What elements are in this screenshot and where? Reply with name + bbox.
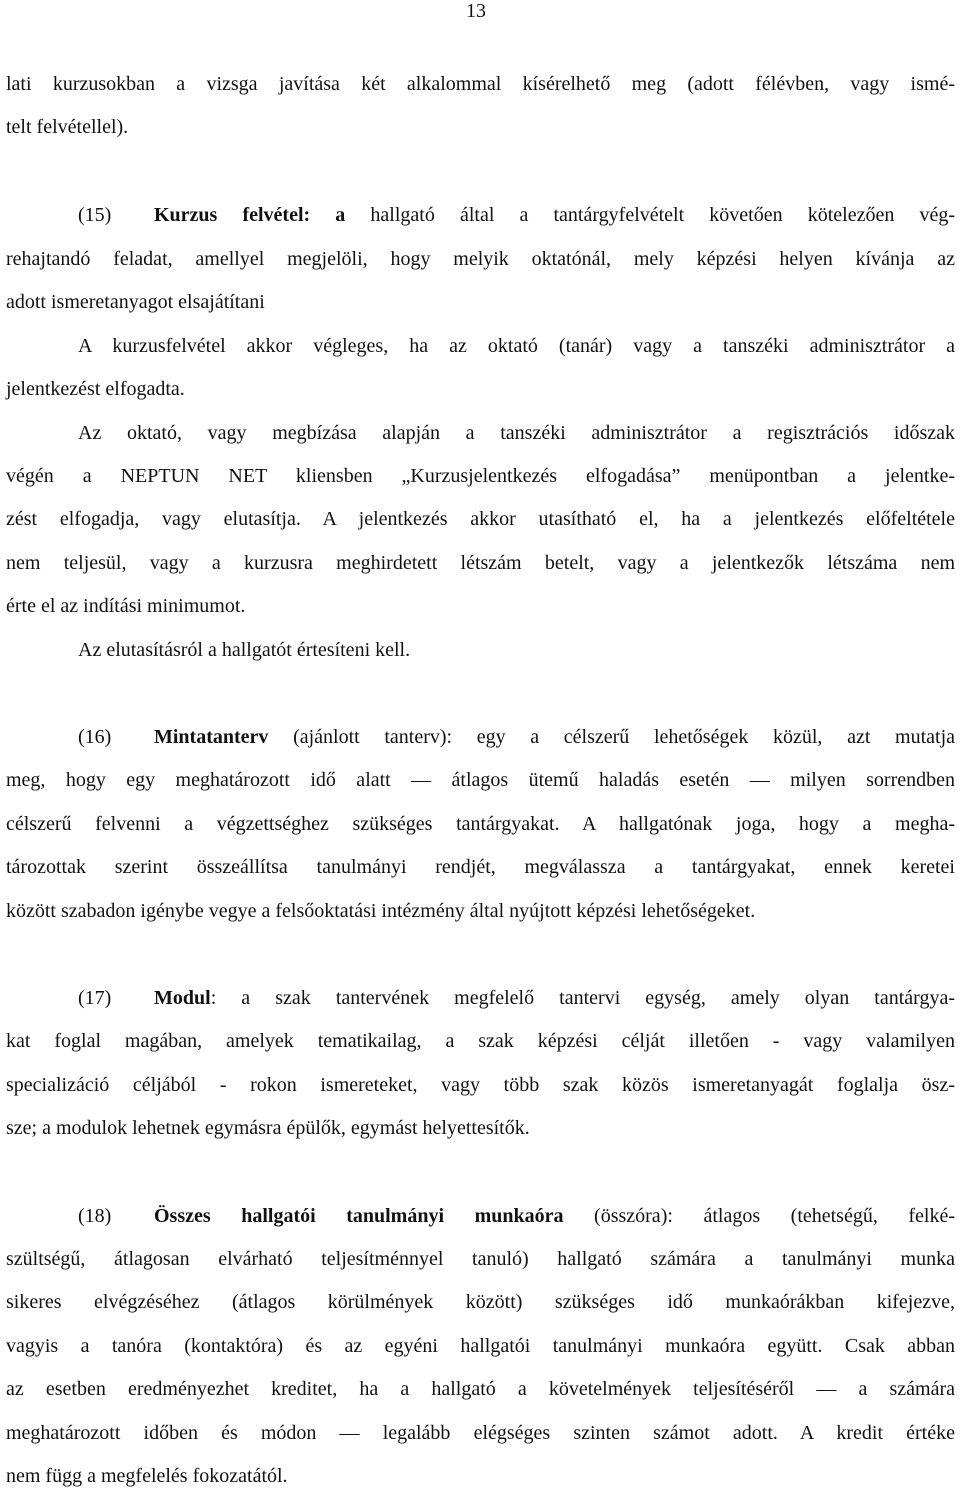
section-number: (17) [78,987,112,1009]
text-line: zést elfogadja, vagy elutasítja. A jelentkezés akkor utasítható el, ha a jelentkezés előfeltétele [6,508,955,530]
text-line: jelentkezést elfogadta. [6,378,185,400]
text-line: (összóra): átlagos (tehetségű, felké- [594,1205,956,1227]
text-line: adott ismeretanyagot elsajátítani [6,291,265,313]
defined-term: Kurzus felvétel: a [154,204,346,226]
text-line: tározottak szerint összeállítsa tanulmányi rendjét, megválassza a tantárgyakat, ennek keretei [6,856,955,878]
text-line: érte el az indítási minimumot. [6,595,246,617]
text-line: telt felvétellel). [6,116,129,138]
text-line: Az elutasításról a hallgatót értesíteni kell. [78,639,411,661]
text-line: rehajtandó feladat, amellyel megjelöli, hogy melyik oktatónál, mely képzési helyen kívánja az [6,248,955,270]
text-line: (ajánlott tanterv): egy a célszerű lehetőségek közül, azt mutatja [293,726,956,748]
text-line: nem teljesül, vagy a kurzusra meghirdetett létszám betelt, vagy a jelentkezők létszáma nem [6,552,955,574]
section-17-heading-line [78,986,955,1010]
text-line: meg, hogy egy meghatározott idő alatt — átlagos ütemű haladás esetén — milyen sorrendben [6,769,955,791]
text-line: meghatározott időben és módon — legalább elégséges szinten számot adott. A kredit értéke [6,1422,955,1444]
text-line: lati kurzusokban a vizsga javítása két alkalommal kísérelhető meg (adott félévben, vagy ismé- [6,73,955,95]
text-line: az esetben eredményezhet kreditet, ha a hallgató a követelmények teljesítéséről — a számára [6,1378,955,1400]
page-number: 13 [466,0,486,22]
text-line: Az oktató, vagy megbízása alapján a tanszéki adminisztrátor a regisztrációs időszak [78,422,955,444]
text-line: A kurzusfelvétel akkor végleges, ha az oktató (tanár) vagy a tanszéki adminisztrátor a [78,335,955,357]
defined-term: Összes hallgatói tanulmányi munkaóra [154,1205,564,1227]
text-line: : a szak tantervének megfelelő tantervi egység, amely olyan tantárgya- [210,987,955,1009]
text-line: között szabadon igénybe vegye a felsőoktatási intézmény által nyújtott képzési lehetőségeket. [6,900,756,922]
section-number: (16) [78,726,112,748]
defined-term: Mintatanterv [154,726,269,748]
section-number: (18) [78,1205,112,1227]
text-line: sikeres elvégzéséhez (átlagos körülmények között) szükséges idő munkaórákban kifejezve, [6,1291,955,1313]
text-line: célszerű felvenni a végzettséghez szükséges tantárgyakat. A hallgatónak joga, hogy a megha- [6,813,955,835]
text-line: szültségű, átlagosan elvárható teljesítménnyel tanuló) hallgató számára a tanulmányi munka [6,1248,955,1270]
text-line: nem függ a megfelelés fokozatától. [6,1465,288,1487]
section-18-heading-line [78,1204,955,1228]
defined-term: Modul [154,987,211,1009]
text-line: vagyis a tanóra (kontaktóra) és az egyéni hallgatói tanulmányi munkaóra együtt. Csak abban [6,1335,955,1357]
text-line: sze; a modulok lehetnek egymásra épülők, egymást helyettesítők. [6,1117,530,1139]
section-15-heading-line [78,203,955,227]
text-line: specializáció céljából - rokon ismereteket, vagy több szak közös ismeretanyagát foglalja ösz- [6,1074,955,1096]
text-line: végén a NEPTUN NET kliensben „Kurzusjelentkezés elfogadása” menüpontban a jelentke- [6,465,955,487]
text-line: kat foglal magában, amelyek tematikailag, a szak képzési célját illetően - vagy valamilyen [6,1030,955,1052]
section-number: (15) [78,204,112,226]
section-16-heading-line [78,725,955,749]
text-line: hallgató által a tantárgyfelvételt követően kötelezően vég- [370,204,955,226]
